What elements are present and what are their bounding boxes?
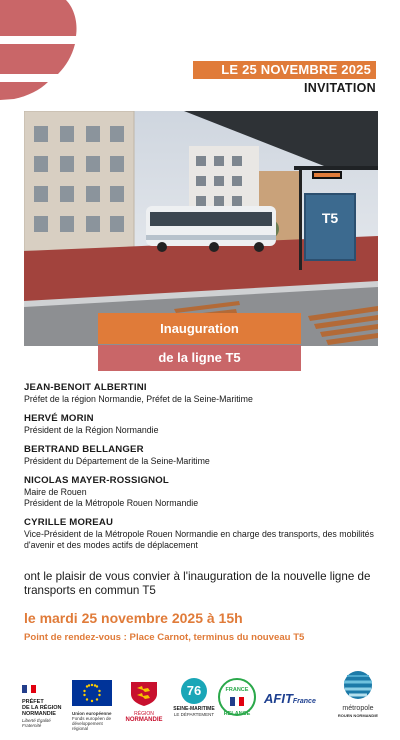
guest-name: JEAN-BENOIT ALBERTINI bbox=[24, 382, 147, 393]
metropole-globe-icon bbox=[343, 670, 373, 700]
stop-sign-line: T5 bbox=[321, 210, 339, 226]
region-normandie-logo bbox=[124, 680, 164, 723]
dept-caption: SEINE-MARITIME bbox=[173, 706, 215, 712]
prefet-motto: Liberté Égalité Fraternité bbox=[22, 718, 51, 728]
guest-item bbox=[24, 475, 384, 509]
guest-name: BERTRAND BELLANGER bbox=[24, 444, 144, 455]
france-relance-logo bbox=[218, 678, 256, 716]
eu-caption: Union européenne bbox=[72, 711, 112, 716]
france-relance-line1: FRANCE bbox=[225, 687, 249, 693]
region-caption2: NORMANDIE bbox=[125, 717, 163, 723]
hero-photo bbox=[24, 111, 378, 346]
guest-role: Préfet de la région Normandie, Préfet de la Seine-Maritime bbox=[24, 394, 253, 404]
guest-role: Président de la Région Normandie bbox=[24, 425, 159, 435]
eu-sub: Fonds européen de développement régional bbox=[72, 716, 112, 731]
guest-role: Président de la Métropole Rouen Normandie bbox=[24, 498, 199, 508]
afit-name: AFIT bbox=[264, 691, 293, 706]
guest-item bbox=[24, 444, 384, 467]
prefet-line2: DE LA RÉGION bbox=[22, 705, 62, 711]
title-line-t5: de la ligne T5 bbox=[98, 345, 301, 371]
guest-role: Vice-Président de la Métropole Rouen Normandie en charge des transports, des mobilités d'avenir et des modes actifs de déplacement bbox=[24, 529, 374, 550]
region-caption: RÉGION bbox=[134, 711, 154, 717]
eu-flag-icon bbox=[72, 680, 112, 706]
invitation-label: INVITATION bbox=[304, 81, 376, 95]
date-banner: LE 25 NOVEMBRE 2025 bbox=[193, 61, 376, 79]
decorative-stripes bbox=[0, 0, 80, 100]
dept-sub: LE DÉPARTEMENT bbox=[173, 712, 215, 717]
dept-number-badge: 76 bbox=[181, 678, 207, 704]
eu-logo bbox=[72, 680, 118, 731]
prefet-line1: PRÉFET bbox=[22, 699, 44, 705]
prefet-logo bbox=[22, 680, 68, 728]
metropole-logo bbox=[334, 670, 382, 718]
prefet-line3: NORMANDIE bbox=[22, 711, 56, 717]
guest-list bbox=[24, 382, 384, 559]
invite-text: ont le plaisir de vous convier à l'inauguration de la nouvelle ligne de transports en commun T5 bbox=[24, 570, 371, 597]
title-inauguration: Inauguration bbox=[98, 313, 301, 344]
guest-name: HERVÉ MORIN bbox=[24, 413, 94, 424]
afit-france-logo bbox=[264, 690, 330, 708]
guest-item bbox=[24, 413, 384, 436]
guest-item bbox=[24, 382, 384, 405]
tricolor-icon bbox=[230, 697, 244, 706]
seine-maritime-logo bbox=[172, 678, 216, 717]
afit-suffix: France bbox=[292, 698, 316, 705]
metropole-line2: ROUEN NORMANDIE bbox=[337, 713, 379, 718]
event-date: le mardi 25 novembre 2025 à 15h bbox=[24, 610, 243, 626]
metropole-line1: métropole bbox=[342, 705, 374, 712]
guest-item bbox=[24, 517, 384, 551]
guest-role: Maire de Rouen bbox=[24, 487, 87, 497]
meeting-point: Point de rendez-vous : Place Carnot, terminus du nouveau T5 bbox=[24, 632, 305, 643]
guest-name: CYRILLE MOREAU bbox=[24, 517, 114, 528]
france-relance-line2: RELANCE bbox=[223, 711, 251, 717]
guest-name: NICOLAS MAYER-ROSSIGNOL bbox=[24, 475, 169, 486]
french-flag-icon bbox=[22, 685, 36, 693]
guest-role: Président du Département de la Seine-Maritime bbox=[24, 456, 210, 466]
normandy-lions-icon bbox=[129, 680, 159, 706]
partner-logos bbox=[20, 670, 382, 731]
